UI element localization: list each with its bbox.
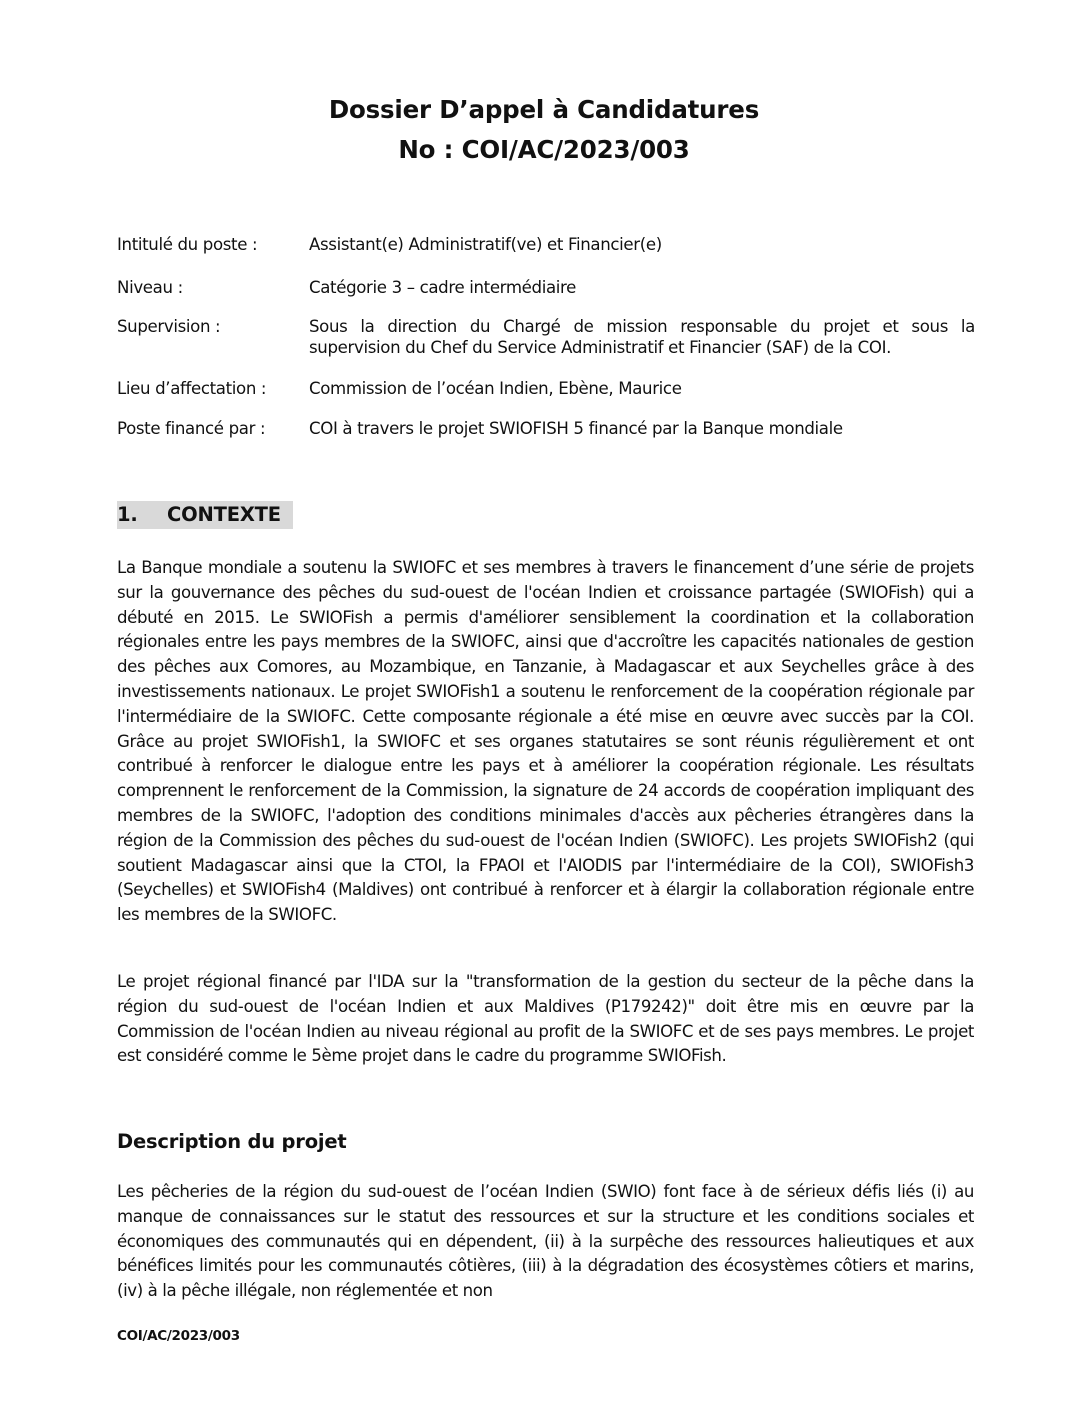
- job-info-value: Commission de l’océan Indien, Ebène, Maurice: [309, 379, 682, 398]
- job-info-value: COI à travers le projet SWIOFISH 5 financé par la Banque mondiale: [309, 419, 843, 438]
- subsection-heading-description: Description du projet: [117, 1130, 347, 1153]
- job-info-value: Assistant(e) Administratif(ve) et Financier(e): [309, 235, 662, 254]
- job-info-row-title: [117, 234, 975, 255]
- footer-reference: COI/AC/2023/003: [117, 1328, 240, 1344]
- document-reference-number: No : COI/AC/2023/003: [398, 135, 690, 164]
- contexte-paragraph-1: La Banque mondiale a soutenu la SWIOFC et ses membres à travers le financement d’une série de projets sur la gouvernance des pêches du sud-ouest de l'océan Indien et croissance partagée (SWIOFish) qui a débuté en 2015. Le SWIOFish a permis d'améliorer sensiblement la coordination et la collaboration régionales entre les pays membres de la SWIOFC, ainsi que d'accroître les capacités nationales de gestion des pêches aux Comores, au Mozambique, en Tanzanie, à Madagascar et aux Seychelles grâce à des investissements nationaux. Le projet SWIOFish1 a soutenu le renforcement de la coopération régionale par l'intermédiaire de la SWIOFC. Cette composante régionale a été mise en œuvre avec succès par la COI. Grâce au projet SWIOFish1, la SWIOFC et ses organes statutaires se sont réunis régulièrement et ont contribué à renforcer le dialogue entre les pays et à améliorer la coopération régionale. Les résultats comprennent le renforcement de la Commission, la signature de 24 accords de coopération impliquant des membres de la SWIOFC, l'adoption des conditions minimales d'accès aux pêcheries étrangères dans la région de la Commission des pêches du sud-ouest de l'océan Indien (SWIOFC). Les projets SWIOFish2 (qui soutient Madagascar ainsi que la CTOI, la FPAOI et l'AIODIS par l'intermédiaire de la COI), SWIOFish3 (Seychelles) et SWIOFish4 (Maldives) ont contribué à renforcer et à élargir la collaboration régionale entre les membres de la SWIOFC.: [117, 558, 974, 925]
- job-info-label: Poste financé par :: [117, 419, 266, 438]
- description-paragraph: Les pêcheries de la région du sud-ouest de l’océan Indien (SWIO) font face à de sérieux défis liés (i) au manque de connaissances sur le statut des ressources et sur la structure et les conditions sociales et économiques des communautés qui en dépendent, (ii) à la surpêche des ressources halieutiques et aux bénéfices limités pour les communautés côtières, (iii) à la dégradation des écosystèmes côtiers et marins, (iv) à la pêche illégale, non réglementée et non: [117, 1182, 974, 1301]
- job-info-label: Niveau :: [117, 278, 183, 297]
- contexte-paragraph-2: Le projet régional financé par l'IDA sur la "transformation de la gestion du secteur de la pêche dans la région du sud-ouest de l'océan Indien et aux Maldives (P179242)" doit être mis en œuvre par la Commission de l'océan Indien au niveau régional au profit de la SWIOFC et de ses pays membres. Le projet est considéré comme le 5ème projet dans le cadre du programme SWIOFish.: [117, 972, 974, 1066]
- job-info-label: Lieu d’affectation :: [117, 379, 267, 398]
- job-info-row-location: [117, 378, 975, 399]
- document-title: Dossier D’appel à Candidatures: [328, 95, 760, 124]
- job-info-label: Supervision :: [117, 317, 221, 336]
- section-number: 1.: [117, 503, 138, 526]
- section-heading-contexte: [117, 501, 293, 529]
- job-info-label: Intitulé du poste :: [117, 235, 258, 254]
- job-info-row-funding: [117, 418, 975, 439]
- job-info-row-level: [117, 277, 975, 298]
- job-info-value: Sous la direction du Chargé de mission responsable du projet et sous la supervision du Chef du Service Administratif et Financier (SAF) de la COI.: [309, 317, 975, 357]
- job-info-row-supervision: [117, 316, 975, 358]
- job-info-value: Catégorie 3 – cadre intermédiaire: [309, 278, 577, 297]
- section-title: CONTEXTE: [167, 503, 281, 526]
